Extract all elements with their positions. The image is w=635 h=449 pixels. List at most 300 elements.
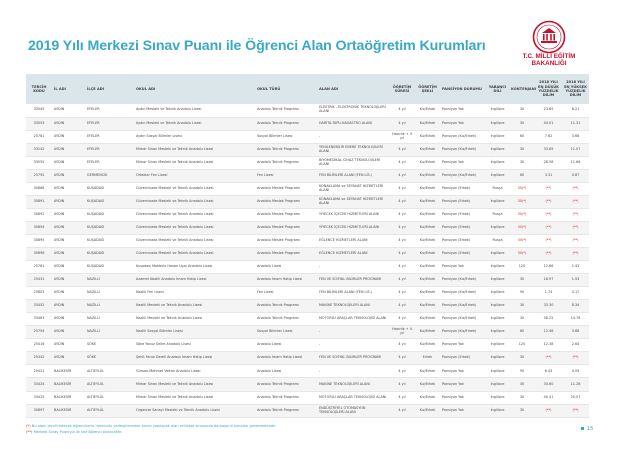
table-cell: Pansiyon (Erkek) xyxy=(440,182,486,195)
table-cell: 60 xyxy=(509,169,535,182)
table-cell: İngilizce xyxy=(486,404,509,417)
table-cell: NAZİLLİ xyxy=(85,274,134,287)
table-cell: Güvercinada Mesleki ve Teknik Anadolu Lisesi xyxy=(134,221,255,234)
table-cell: 3.66 xyxy=(562,130,589,143)
table-cell: (**) xyxy=(562,195,589,208)
footnote-2 xyxy=(26,430,277,436)
table-row xyxy=(26,182,589,195)
table-cell: Kız/Erkek xyxy=(415,130,440,143)
table-cell: FEN BİLİMLERİ ALANI (FEN LİS.) xyxy=(317,287,389,300)
table-cell: (**) xyxy=(562,221,589,234)
table-cell: Nazilli Mesleki ve Teknik Anadolu Lisesi xyxy=(134,313,255,326)
table-cell: AYDIN xyxy=(52,143,85,156)
ministry-emblem-icon xyxy=(532,20,566,54)
table-cell: İngilizce xyxy=(486,339,509,352)
table-cell: AYDIN xyxy=(52,248,85,261)
table-cell: İngilizce xyxy=(486,221,509,234)
table-cell: 25761 xyxy=(26,261,52,274)
table-cell: EFELER xyxy=(85,143,134,156)
table-cell: Anadolu Lisesi xyxy=(255,365,317,378)
table-cell: KUŞADASI xyxy=(85,195,134,208)
table-cell: Söke Yavuz Selim Anadolu Lisesi xyxy=(134,339,255,352)
table-row xyxy=(26,287,589,300)
schools-table-wrapper xyxy=(26,74,589,418)
table-cell: Kız/Erkek xyxy=(415,248,440,261)
page-number-text: 15 xyxy=(587,426,594,432)
table-cell: NAZİLLİ xyxy=(85,287,134,300)
table-cell: 0.17 xyxy=(562,287,589,300)
table-cell: 0.87 xyxy=(562,169,589,182)
table-cell: AYDIN xyxy=(52,339,85,352)
table-cell: Mimar Sinan Mesleki ve Teknik Anadolu Lisesi xyxy=(134,156,255,169)
table-cell: İngilizce xyxy=(486,391,509,404)
table-cell: Pansiyon (Kız/Erkek) xyxy=(440,274,486,287)
table-cell: MAKİNE TEKNOLOJİLERİ ALANI xyxy=(317,378,389,391)
table-cell: 30(*) xyxy=(509,195,535,208)
table-cell: 6.43 xyxy=(535,365,562,378)
table-cell: Pansiyon (Erkek) xyxy=(440,352,486,365)
footnote-2-mark: (**) xyxy=(26,429,33,434)
table-cell: 33424 xyxy=(26,378,52,391)
table-cell: 3.68 xyxy=(562,326,589,339)
table-cell: 4 yıl xyxy=(389,391,415,404)
table-cell: 4 yıl xyxy=(389,339,415,352)
table-cell: 60 xyxy=(509,326,535,339)
table-cell: AYDIN xyxy=(52,156,85,169)
table-cell: Pansiyon Yok xyxy=(440,261,486,274)
table-cell: Kız/Erkek xyxy=(415,339,440,352)
table-cell: 33045 xyxy=(26,104,52,117)
table-cell: Sosyal Bilimler Lisesi xyxy=(255,326,317,339)
table-cell: 4 yıl xyxy=(389,404,415,417)
table-cell: Pansiyon (Erkek) xyxy=(440,234,486,247)
table-cell: (**) xyxy=(535,234,562,247)
table-cell: Rusça xyxy=(486,208,509,221)
table-cell: 11.28 xyxy=(562,378,589,391)
table-cell: KONAKLAMA ve SEYAHAT HİZMETLERİ ALANI xyxy=(317,195,389,208)
table-cell: Pansiyon (Kız/Erkek) xyxy=(440,143,486,156)
table-cell: Kız/Erkek xyxy=(415,313,440,326)
column-header: 2018 YILI EN YÜKSEK YÜZDELİK DİLİM xyxy=(564,80,587,98)
table-cell: FEN VE SOSYAL BİLİMLER PROGRAMI xyxy=(317,274,389,287)
table-cell: BALIKESİR xyxy=(52,378,85,391)
footnote-1-text: Bu alanı tercih edecek öğrencilerin mevcudu yerleştirmeden sonra yapılacak olan mülakat sınavında da başarılı olmaları gerekmektedir. xyxy=(31,424,277,428)
table-cell: Pansiyon Yok xyxy=(440,339,486,352)
table-cell: AYDIN xyxy=(52,313,85,326)
table-cell: EFELER xyxy=(85,117,134,130)
table-cell: 30894 xyxy=(26,221,52,234)
table-cell: Nazilli Sosyal Bilimler Lisesi xyxy=(134,326,255,339)
table-cell: Güvercinada Mesleki ve Teknik Anadolu Lisesi xyxy=(134,234,255,247)
table-cell: 30(*) xyxy=(509,234,535,247)
table-cell: AYDIN xyxy=(52,130,85,143)
schools-table xyxy=(26,74,589,418)
table-cell: 12.38 xyxy=(535,339,562,352)
table-cell: Güvercinada Mesleki ve Teknik Anadolu Lisesi xyxy=(134,182,255,195)
column-header: KONTENJANI xyxy=(511,86,537,91)
table-cell: 4 yıl xyxy=(389,234,415,247)
table-cell: İngilizce xyxy=(486,326,509,339)
table-cell: AYDIN xyxy=(52,117,85,130)
table-cell: - xyxy=(317,365,389,378)
table-cell: AYDIN xyxy=(52,169,85,182)
table-cell: Anadolu Meslek Programı xyxy=(255,248,317,261)
table-cell: ALTIEYLÜL xyxy=(85,365,134,378)
table-cell: Kız/Erkek xyxy=(415,287,440,300)
table-row xyxy=(26,274,589,287)
table-cell: (**) xyxy=(535,195,562,208)
table-cell: Aydın Mesleki ve Teknik Anadolu Lisesi xyxy=(134,117,255,130)
table-row xyxy=(26,169,589,182)
table-row xyxy=(26,117,589,130)
table-cell: 4 yıl xyxy=(389,156,415,169)
table-cell: Pansiyon (Kız/Erkek) xyxy=(440,300,486,313)
table-cell: 4 yıl xyxy=(389,195,415,208)
table-cell: 18.97 xyxy=(535,274,562,287)
table-cell: MAKİNE TEKNOLOJİLERİ ALANI xyxy=(317,300,389,313)
table-cell: ALTIEYLÜL xyxy=(85,378,134,391)
table-cell: 4 yıl xyxy=(389,143,415,156)
table-cell: 30 xyxy=(509,352,535,365)
table-cell: EFELER xyxy=(85,156,134,169)
table-cell: 30 xyxy=(509,274,535,287)
page-number xyxy=(581,426,593,432)
table-cell: Kız/Erkek xyxy=(415,404,440,417)
table-cell: Pansiyon (Kız/Erkek) xyxy=(440,326,486,339)
table-cell: 25421 xyxy=(26,365,52,378)
table-cell: AYDIN xyxy=(52,104,85,117)
table-cell: Pansiyon (Kız/Erkek) xyxy=(440,313,486,326)
table-cell: Fen Lisesi xyxy=(255,287,317,300)
table-cell: Pansiyon (Erkek) xyxy=(440,221,486,234)
table-cell: (**) xyxy=(562,182,589,195)
table-cell: ALTIEYLÜL xyxy=(85,404,134,417)
table-cell: Organize Sanayi Mesleki ve Teknik Anadolu Lisesi xyxy=(134,404,255,417)
table-cell: 30(*) xyxy=(509,221,535,234)
table-cell: 120 xyxy=(509,261,535,274)
table-cell: Mimar Sinan Mesleki ve Teknik Anadolu Lisesi xyxy=(134,143,255,156)
column-header: ALAN ADI xyxy=(319,86,339,91)
table-cell: 30(*) xyxy=(509,248,535,261)
table-cell: İngilizce xyxy=(486,352,509,365)
table-cell: 25431 xyxy=(26,274,52,287)
table-cell: (**) xyxy=(535,248,562,261)
table-cell: 33452 xyxy=(26,300,52,313)
table-cell: Mimar Sinan Mesleki ve Teknik Anadolu Lisesi xyxy=(134,378,255,391)
table-cell: AYDIN xyxy=(52,287,85,300)
table-cell: 30 xyxy=(509,391,535,404)
table-cell: Kız/Erkek xyxy=(415,143,440,156)
table-cell: 4 yıl xyxy=(389,274,415,287)
table-row xyxy=(26,326,589,339)
table-cell: Nazilli Fen Lisesi xyxy=(134,287,255,300)
table-cell: 120 xyxy=(509,339,535,352)
table-cell: Pansiyon (Erkek) xyxy=(440,195,486,208)
table-cell: - xyxy=(317,326,389,339)
table-row xyxy=(26,130,589,143)
table-cell: İngilizce xyxy=(486,143,509,156)
table-cell: 4 yıl xyxy=(389,352,415,365)
table-cell: Kız/Erkek xyxy=(415,156,440,169)
table-cell: ALTIEYLÜL xyxy=(85,391,134,404)
table-cell: İngilizce xyxy=(486,274,509,287)
table-cell: Pansiyon (Kız/Erkek) xyxy=(440,169,486,182)
table-cell: 4 yıl xyxy=(389,208,415,221)
table-cell: KUŞADASI xyxy=(85,221,134,234)
table-cell: AYDIN xyxy=(52,326,85,339)
table-cell: Fen Lisesi xyxy=(255,169,317,182)
table-cell: 1.53 xyxy=(562,274,589,287)
table-row xyxy=(26,261,589,274)
table-cell: EFELER xyxy=(85,130,134,143)
table-cell: Anadolu Teknik Programı xyxy=(255,391,317,404)
table-cell: İngilizce xyxy=(486,130,509,143)
table-cell: 44.01 xyxy=(535,117,562,130)
logo-text-line2: BAKANLIĞI xyxy=(531,59,567,67)
table-cell: ELEKTRİK - ELEKTRONİK TEKNOLOJİLERİ ALANI xyxy=(317,104,389,117)
table-cell: Kız/Erkek xyxy=(415,208,440,221)
table-cell: EĞLENCE HİZMETLERİ ALANI xyxy=(317,234,389,247)
table-cell: Kız/Erkek xyxy=(415,169,440,182)
table-cell: GERMENCİK xyxy=(85,169,134,182)
table-cell: 4.05 xyxy=(562,365,589,378)
table-cell: 28.58 xyxy=(535,156,562,169)
table-cell: Kız/Erkek xyxy=(415,221,440,234)
table-cell: Kız/Erkek xyxy=(415,274,440,287)
table-cell: MOTORLU ARAÇLAR TEKNOLOJİSİ ALANI xyxy=(317,313,389,326)
table-row xyxy=(26,208,589,221)
table-cell: 11.31 xyxy=(562,117,589,130)
table-cell: Kız/Erkek xyxy=(415,365,440,378)
table-cell: 25781 xyxy=(26,130,52,143)
table-row xyxy=(26,234,589,247)
table-cell: 25342 xyxy=(26,352,52,365)
table-cell: KONAKLAMA ve SEYAHAT HİZMETLERİ ALANI xyxy=(317,182,389,195)
table-cell: Rusça xyxy=(486,182,509,195)
column-header: YABANCI DİLİ xyxy=(488,84,507,93)
table-cell: KUŞADASI xyxy=(85,234,134,247)
table-cell: BALIKESİR xyxy=(52,404,85,417)
table-cell: Pansiyon Yok xyxy=(440,365,486,378)
table-cell: Aydın Sosyal Bilimler Lisesi xyxy=(134,130,255,143)
table-cell: Pansiyon Yok xyxy=(440,117,486,130)
table-cell: Anadolu İmam Hatip Lisesi xyxy=(255,274,317,287)
table-cell: Mimar Sinan Mesleki ve Teknik Anadolu Lisesi xyxy=(134,391,255,404)
column-header: İLÇE ADI xyxy=(87,86,105,91)
table-cell: 34.60 xyxy=(535,378,562,391)
table-cell: 4 yıl xyxy=(389,300,415,313)
table-cell: 30 xyxy=(509,117,535,130)
table-cell: AYDIN xyxy=(52,261,85,274)
table-cell: Kız/Erkek xyxy=(415,261,440,274)
table-cell: 3.31 xyxy=(535,169,562,182)
table-cell: 90 xyxy=(509,365,535,378)
table-cell: Anadolu Lisesi xyxy=(255,261,317,274)
table-cell: Anadolu Teknik Programı xyxy=(255,104,317,117)
table-cell: 30895 xyxy=(26,234,52,247)
table-cell: İngilizce xyxy=(486,378,509,391)
table-cell: 30892 xyxy=(26,208,52,221)
table-cell: Anadolu Meslek Programı xyxy=(255,195,317,208)
table-cell: AYDIN xyxy=(52,300,85,313)
table-cell: (**) xyxy=(562,248,589,261)
footnote-1-mark: (*) xyxy=(26,424,31,428)
table-cell: Anadolu İmam Hatip Lisesi xyxy=(255,352,317,365)
table-cell: NAZİLLİ xyxy=(85,300,134,313)
table-cell: AYDIN xyxy=(52,234,85,247)
table-cell: 14.78 xyxy=(562,313,589,326)
table-cell: 12.66 xyxy=(535,261,562,274)
table-cell: Anadolu Teknik Programı xyxy=(255,313,317,326)
table-row xyxy=(26,352,589,365)
table-cell: 30(*) xyxy=(509,208,535,221)
table-cell: 30 xyxy=(509,300,535,313)
table-row xyxy=(26,195,589,208)
table-cell: 30 xyxy=(509,378,535,391)
table-cell: 23.65 xyxy=(535,104,562,117)
table-cell: 4 yıl xyxy=(389,117,415,130)
table-cell: Anadolu Teknik Programı xyxy=(255,404,317,417)
table-cell: 30(*) xyxy=(509,182,535,195)
table-cell: YENİLENEBİLİR ENERJİ TEKNOLOJİLERİ ALANI xyxy=(317,143,389,156)
column-header: TERCİH KODU xyxy=(31,84,47,93)
table-cell: 30 xyxy=(509,156,535,169)
table-cell: (**) xyxy=(535,208,562,221)
table-cell: Anadolu Teknik Programı xyxy=(255,300,317,313)
table-cell: SÖKE xyxy=(85,352,134,365)
table-cell: (**) xyxy=(562,352,589,365)
table-cell: (**) xyxy=(535,221,562,234)
table-cell: 12.48 xyxy=(535,326,562,339)
table-cell: KUŞADASI xyxy=(85,208,134,221)
table-cell: 30897 xyxy=(26,404,52,417)
table-cell: EĞLENCE HİZMETLERİ ALANI xyxy=(317,248,389,261)
table-cell: 4 yıl xyxy=(389,261,415,274)
table-cell: Gürsan-Mehmet Voltan Anadolu Lisesi xyxy=(134,365,255,378)
table-cell: 8.21 xyxy=(562,104,589,117)
ministry-logo xyxy=(505,20,593,72)
table-cell: NAZİLLİ xyxy=(85,326,134,339)
table-cell: Kız/Erkek xyxy=(415,182,440,195)
table-cell: Anadolu Meslek Programı xyxy=(255,182,317,195)
table-cell: Hazırlık + 4 yıl xyxy=(389,130,415,143)
table-cell: 11.07 xyxy=(562,143,589,156)
table-cell: Anadolu Teknik Programı xyxy=(255,143,317,156)
logo-text-line1: T.C. MİLLÎ EĞİTİM xyxy=(522,53,576,60)
table-cell: Kız/Erkek xyxy=(415,378,440,391)
table-cell: AYDIN xyxy=(52,182,85,195)
table-cell: Kız/Erkek xyxy=(415,195,440,208)
table-cell: Pansiyon (Erkek) xyxy=(440,248,486,261)
table-row xyxy=(26,378,589,391)
table-cell: 4 yıl xyxy=(389,169,415,182)
table-cell: SÖKE xyxy=(85,339,134,352)
table-cell: 4 yıl xyxy=(389,221,415,234)
table-cell: İngilizce xyxy=(486,104,509,117)
table-cell: (**) xyxy=(562,404,589,417)
table-row xyxy=(26,313,589,326)
table-row xyxy=(26,248,589,261)
table-cell: Kız/Erkek xyxy=(415,326,440,339)
table-cell: Kız/Erkek xyxy=(415,104,440,117)
table-cell: AYDIN xyxy=(52,274,85,287)
table-cell: Pansiyon (Erkek) xyxy=(440,208,486,221)
table-cell: Pansiyon Yok xyxy=(440,104,486,117)
table-cell: 4 yıl xyxy=(389,248,415,261)
table-cell: 33425 xyxy=(26,391,52,404)
table-cell: Anadolu Meslek Programı xyxy=(255,221,317,234)
table-cell: Sosyal Bilimler Lisesi xyxy=(255,130,317,143)
table-cell: Şehit Faruk Dereli Anadolu İmam Hatip Lisesi xyxy=(134,352,255,365)
table-cell: 30891 xyxy=(26,195,52,208)
table-row xyxy=(26,104,589,117)
table-cell: 4 yıl xyxy=(389,313,415,326)
table-cell: (**) xyxy=(535,352,562,365)
column-header: OKUL TÜRÜ xyxy=(257,86,281,91)
table-cell: Hazırlık + 4 yıl xyxy=(389,326,415,339)
table-cell: 90 xyxy=(509,287,535,300)
table-cell: Erkek xyxy=(415,352,440,365)
table-cell: BALIKESİR xyxy=(52,391,85,404)
table-cell: 2.64 xyxy=(562,339,589,352)
table-cell: Pansiyon Yok xyxy=(440,391,486,404)
table-cell: Kız/Erkek xyxy=(415,234,440,247)
table-cell: 25792 xyxy=(26,169,52,182)
table-cell: Pansiyon Yok xyxy=(440,156,486,169)
table-row xyxy=(26,143,589,156)
table-cell: 33555 xyxy=(26,156,52,169)
table-cell: EFELER xyxy=(85,104,134,117)
page-marker-icon xyxy=(581,427,584,430)
table-cell: 30 xyxy=(509,143,535,156)
table-row xyxy=(26,339,589,352)
table-cell: Pansiyon (Kız/Erkek) xyxy=(440,130,486,143)
table-cell: İngilizce xyxy=(486,117,509,130)
table-cell: Kız/Erkek xyxy=(415,391,440,404)
table-cell: İngilizce xyxy=(486,156,509,169)
table-cell: İngilizce xyxy=(486,313,509,326)
table-cell: 40.31 xyxy=(535,391,562,404)
table-cell: İngilizce xyxy=(486,365,509,378)
table-cell: NAZİLLİ xyxy=(85,313,134,326)
table-cell: (**) xyxy=(562,208,589,221)
table-body xyxy=(26,104,589,417)
table-cell: Anadolu Meslek Programı xyxy=(255,208,317,221)
table-cell: Güvercinada Mesleki ve Teknik Anadolu Lisesi xyxy=(134,208,255,221)
table-cell: - xyxy=(317,339,389,352)
column-header: OKUL ADI xyxy=(136,86,156,91)
table-cell: 4 yıl xyxy=(389,287,415,300)
footnotes xyxy=(26,424,277,435)
table-cell: BİYOMEDİKAL CİHAZ TEKNOLOJİLERİ ALANI xyxy=(317,156,389,169)
table-cell: 33053 xyxy=(26,117,52,130)
table-cell: Anadolu Teknik Programı xyxy=(255,378,317,391)
table-cell: 33142 xyxy=(26,143,52,156)
table-cell: İngilizce xyxy=(486,287,509,300)
table-cell: 11.66 xyxy=(562,156,589,169)
table-cell: KUŞADASI xyxy=(85,261,134,274)
table-cell: FEN BİLİMLERİ ALANI (FEN LİS.) xyxy=(317,169,389,182)
table-row xyxy=(26,365,589,378)
table-cell: 33.65 xyxy=(535,143,562,156)
table-cell: 4 yıl xyxy=(389,104,415,117)
table-cell: 30896 xyxy=(26,248,52,261)
table-cell: Pansiyon Yok xyxy=(440,378,486,391)
table-cell: İngilizce xyxy=(486,195,509,208)
column-header: PANSİYON DURUMU xyxy=(442,86,482,91)
table-cell: 58.25 xyxy=(535,313,562,326)
table-row xyxy=(26,404,589,417)
